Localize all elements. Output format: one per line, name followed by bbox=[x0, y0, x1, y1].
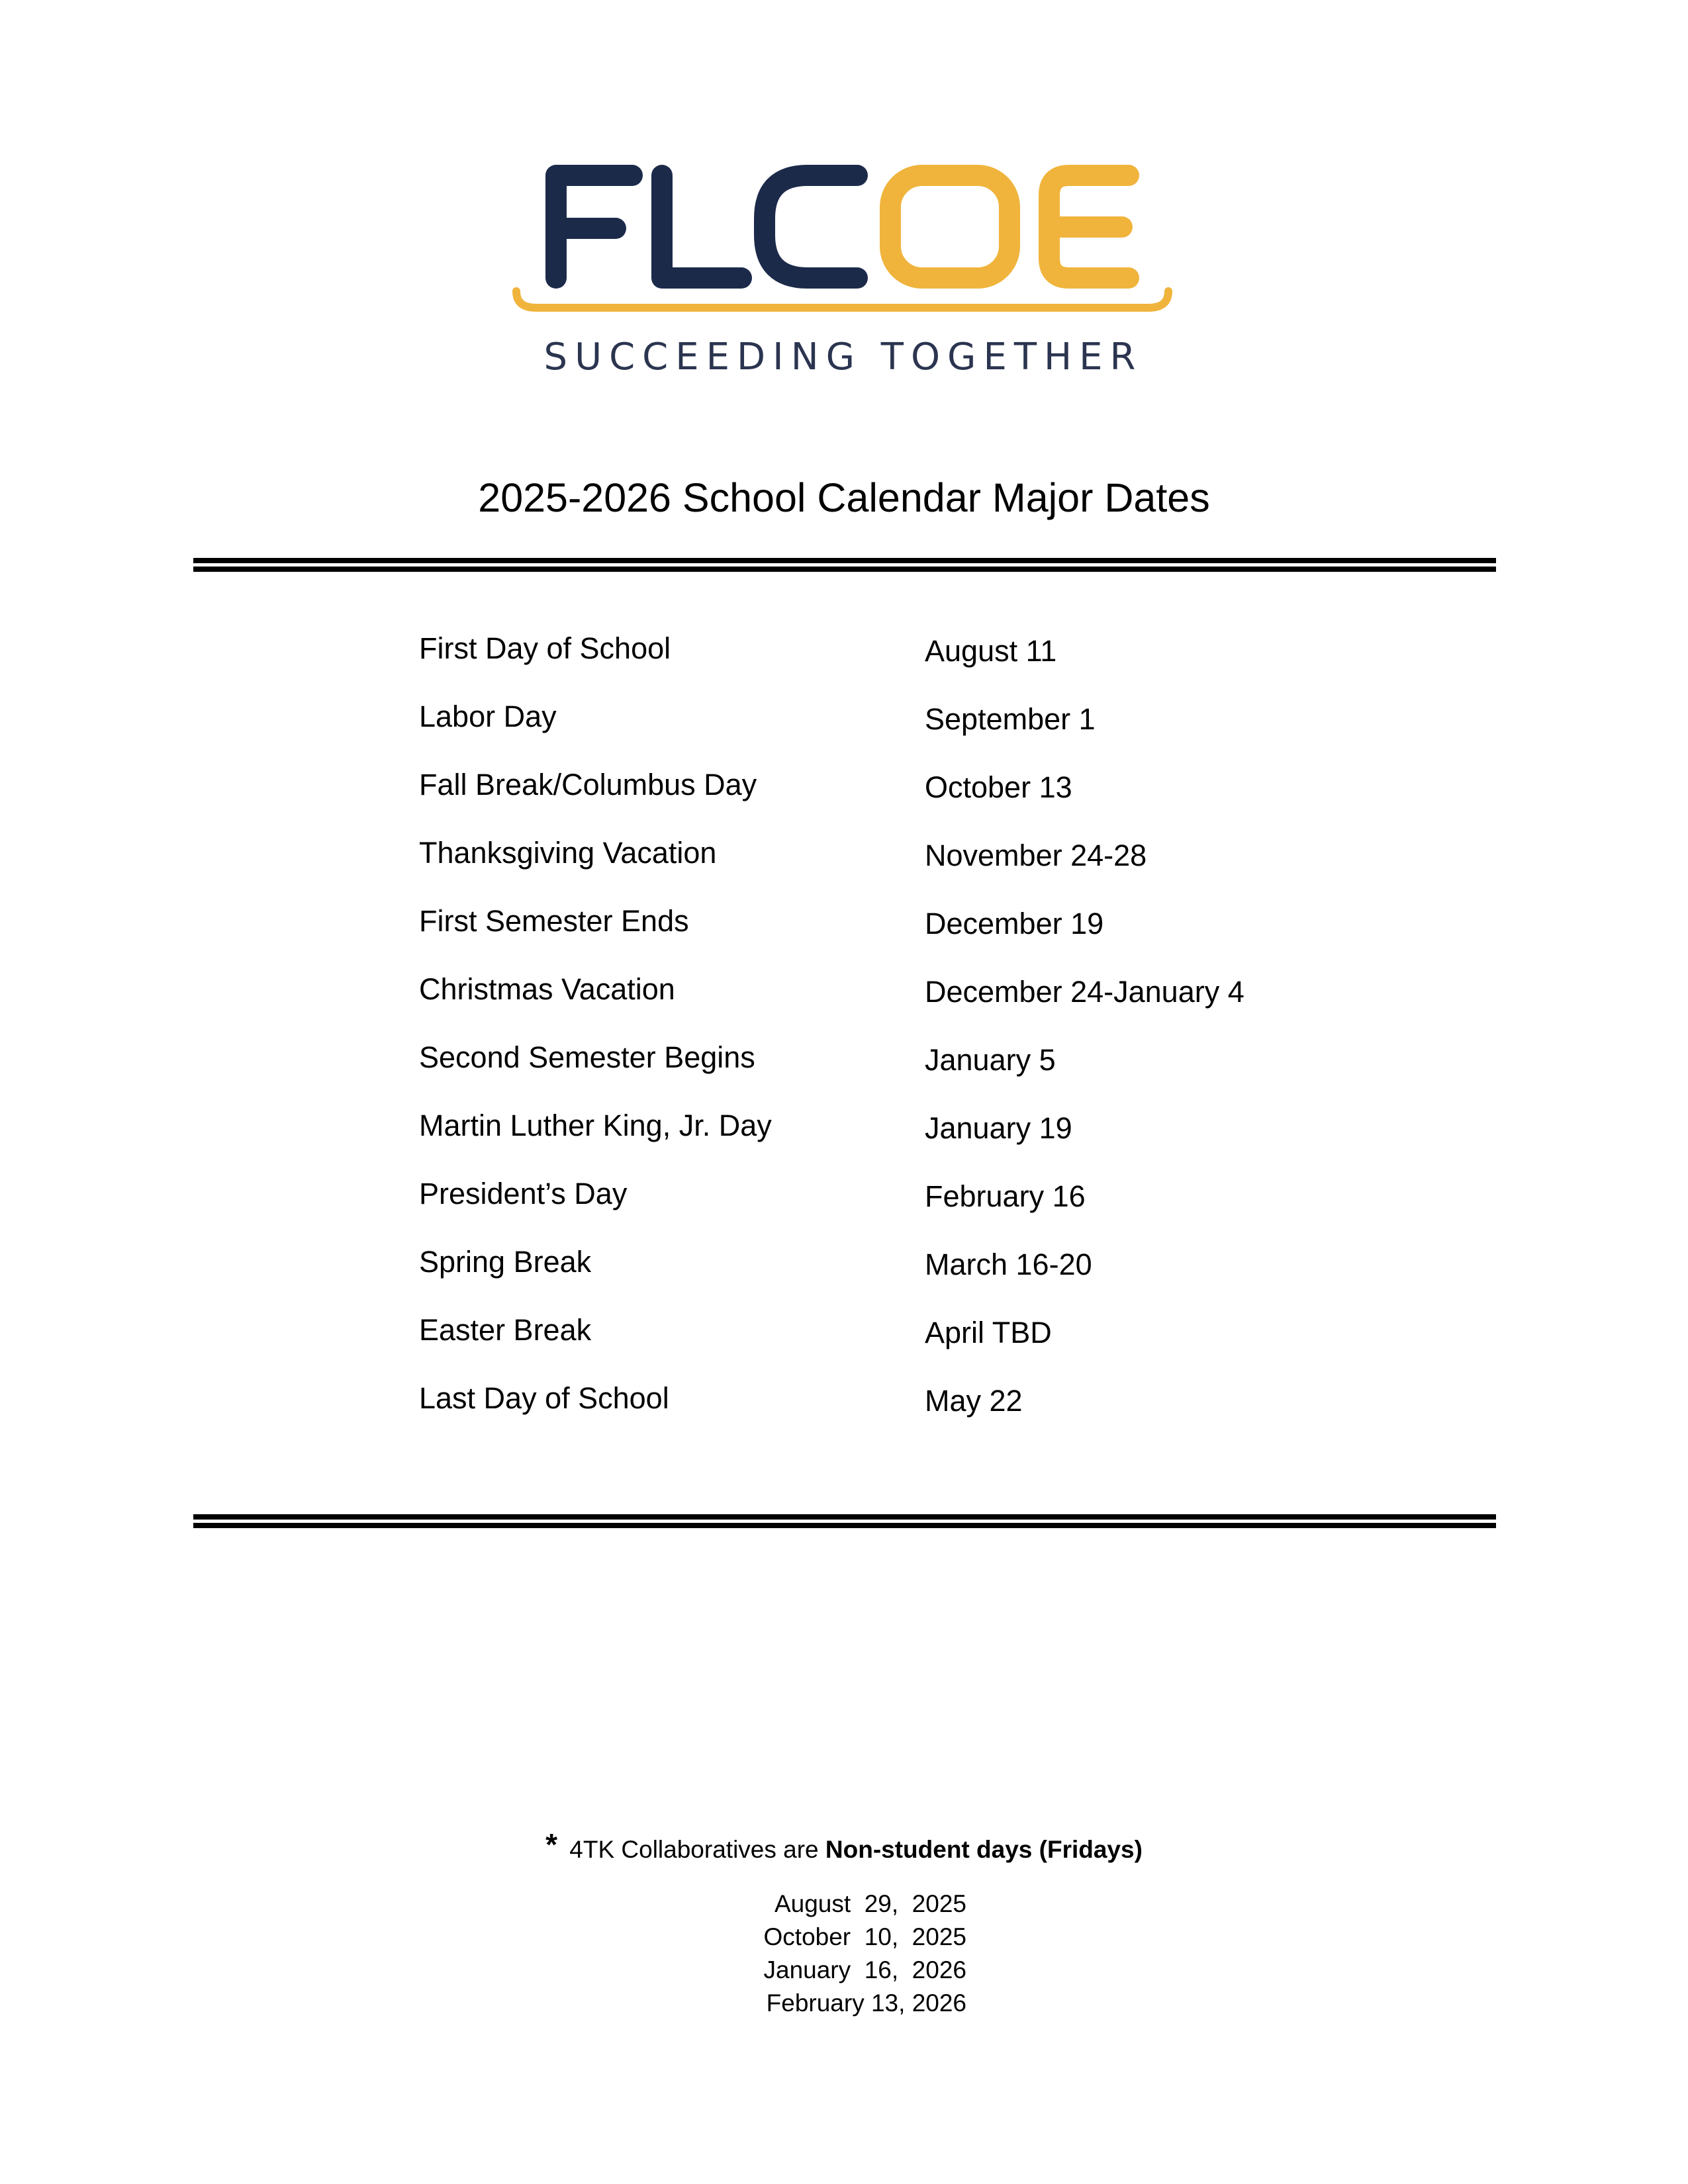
event-date: October 13 bbox=[925, 770, 1072, 804]
list-item bbox=[419, 690, 1346, 758]
major-dates-list bbox=[419, 622, 1346, 1440]
event-date: March 16-20 bbox=[925, 1248, 1092, 1281]
event-name: Martin Luther King, Jr. Day bbox=[419, 1109, 772, 1142]
list-item bbox=[419, 1167, 1346, 1236]
list-item bbox=[419, 1031, 1346, 1099]
event-name: Thanksgiving Vacation bbox=[419, 836, 717, 870]
collaboratives-note bbox=[0, 1825, 1688, 1870]
collaborative-date: October 10, 2025 bbox=[763, 1923, 966, 1950]
event-date: December 24-January 4 bbox=[925, 975, 1244, 1009]
list-item bbox=[419, 758, 1346, 827]
list-item bbox=[419, 1304, 1346, 1372]
logo-letter-c bbox=[765, 175, 857, 278]
top-rule-upper bbox=[193, 558, 1496, 563]
event-name: Easter Break bbox=[419, 1313, 592, 1347]
event-name: Christmas Vacation bbox=[419, 972, 675, 1006]
page-title: 2025-2026 School Calendar Major Dates bbox=[478, 475, 1210, 520]
list-item bbox=[419, 895, 1346, 963]
collaborative-date: February 13, 2026 bbox=[766, 1989, 966, 2017]
logo-letter-o bbox=[890, 175, 1009, 278]
event-name: President’s Day bbox=[419, 1177, 628, 1210]
note-bold-text: Non-student days (Fridays) bbox=[825, 1836, 1143, 1863]
list-item bbox=[419, 1236, 1346, 1304]
event-date: January 19 bbox=[925, 1111, 1072, 1145]
bottom-rule-upper bbox=[193, 1514, 1496, 1520]
logo-letter-l bbox=[662, 175, 741, 278]
collaborative-date: August 29, 2025 bbox=[774, 1890, 966, 1917]
list-item bbox=[419, 1099, 1346, 1167]
logo-letter-f bbox=[556, 175, 632, 278]
collaborative-date: January 16, 2026 bbox=[763, 1956, 966, 1983]
event-name: Last Day of School bbox=[419, 1381, 669, 1415]
event-date: April TBD bbox=[925, 1316, 1052, 1349]
bottom-rule-lower bbox=[193, 1523, 1496, 1528]
event-name: Fall Break/Columbus Day bbox=[419, 768, 757, 801]
event-name: Spring Break bbox=[419, 1245, 592, 1279]
list-item bbox=[419, 827, 1346, 895]
top-rule-lower bbox=[193, 567, 1496, 572]
list-item bbox=[419, 1372, 1346, 1440]
event-date: February 16 bbox=[925, 1179, 1086, 1213]
event-date: January 5 bbox=[925, 1043, 1056, 1077]
event-date: May 22 bbox=[925, 1384, 1023, 1418]
flcoe-logo bbox=[510, 159, 1178, 384]
event-date: September 1 bbox=[925, 702, 1096, 736]
logo-tagline: SUCCEEDING TOGETHER bbox=[543, 336, 1143, 379]
list-item bbox=[419, 622, 1346, 690]
event-name: Second Semester Begins bbox=[419, 1040, 755, 1074]
event-date: August 11 bbox=[925, 634, 1057, 668]
asterisk: * bbox=[545, 1827, 557, 1862]
event-name: First Semester Ends bbox=[419, 904, 689, 938]
event-name: Labor Day bbox=[419, 700, 557, 733]
logo-letter-e bbox=[1049, 175, 1129, 278]
event-date: December 19 bbox=[925, 907, 1104, 940]
note-text: 4TK Collaboratives are bbox=[569, 1836, 819, 1863]
logo-swoosh bbox=[516, 291, 1168, 308]
event-date: November 24-28 bbox=[925, 839, 1147, 872]
list-item bbox=[419, 963, 1346, 1031]
collaborative-dates-list bbox=[662, 1888, 966, 2020]
event-name: First Day of School bbox=[419, 631, 671, 665]
flcoe-logo-graphic bbox=[510, 159, 1178, 384]
